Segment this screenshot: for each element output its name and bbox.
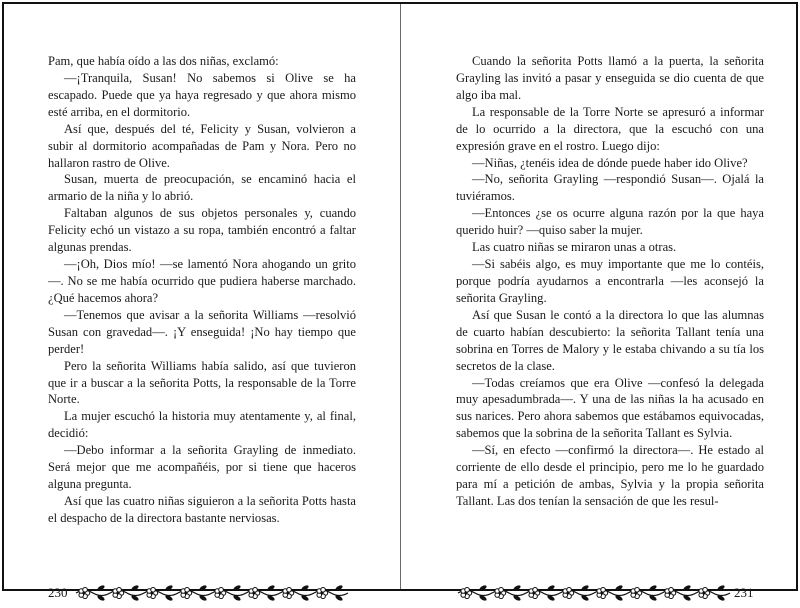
paragraph: —Todas creíamos que era Olive —confesó la delegada muy apesadumbrada—. Y una de las niñas la ha acusado en sus narices. Pero ahora sabemos que estábamos equivocadas, sabemos que la sobrina de la señorita Tallant es Sylvia. <box>456 375 764 441</box>
paragraph: Así que Susan le contó a la directora lo que las alumnas de cuarto habían descubierto: la señorita Tallant tenía una sobrina en Torres de Malory y le estaba chivando a su tía los secretos de la clase. <box>456 307 764 373</box>
paragraph: —Entonces ¿se os ocurre alguna razón por la que haya querido huir? —quiso saber la mujer. <box>456 206 764 238</box>
book-spread <box>2 2 798 600</box>
floral-vine-ornament-icon <box>456 582 728 604</box>
paragraph: —¡Tranquila, Susan! No sabemos si Olive se ha escapado. Puede que ya haya regresado y que ahora mismo esté arriba, en el dormitorio. <box>48 70 356 119</box>
right-folio <box>456 578 754 608</box>
page-number: 230 <box>48 585 68 600</box>
paragraph: —Tenemos que avisar a la señorita Williams —resolvió Susan con gravedad—. ¡Y enseguida! ¡No hay tiempo que perder! <box>48 307 356 356</box>
paragraph: La responsable de la Torre Norte se apresuró a informar de lo ocurrido a la directora, que la escuchó con una expresión grave en el rostro. Luego dijo: <box>456 104 764 153</box>
paragraph: —Niñas, ¿tenéis idea de dónde puede haber ido Olive? <box>472 155 748 170</box>
right-page-text <box>456 53 764 513</box>
paragraph: Susan, muerta de preocupación, se encaminó hacia el armario de la niña y lo abrió. <box>48 172 356 204</box>
paragraph: Las cuatro niñas se miraron unas a otras. <box>472 240 677 255</box>
paragraph: —Sí, en efecto —confirmó la directora—. He estado al corriente de ello desde el principio, pero me lo he guardado para mí a petición de ambas, Sylvia y la propia señorita Tallant. Las dos tenían la sensación de que les resul- <box>456 443 764 508</box>
paragraph: Faltaban algunos de sus objetos personales y, cuando Felicity echó un vistazo a su ropa, también encontró a faltar algunas prendas. <box>48 206 356 255</box>
floral-vine-ornament-icon <box>74 582 346 604</box>
paragraph: Así que, después del té, Felicity y Susan, volvieron a subir al dormitorio acompañadas de Pam y Nora. Pero no hallaron rastro de Olive. <box>48 121 356 170</box>
paragraph: Pam, que había oído a las dos niñas, exclamó: <box>48 54 279 68</box>
paragraph: Pero la señorita Williams había salido, así que tuvieron que ir a buscar a la señorita Potts, la responsable de la Torre Norte. <box>48 358 356 407</box>
left-folio <box>48 578 346 608</box>
left-page <box>48 53 356 600</box>
left-page-text <box>48 53 356 525</box>
paragraph: —No, señorita Grayling —respondió Susan—. Ojalá la tuviéramos. <box>456 172 764 204</box>
paragraph: —¡Oh, Dios mío! —se lamentó Nora ahogando un grito—. No se me había ocurrido que pudiera haberse marchado. ¿Qué hacemos ahora? <box>48 257 356 305</box>
paragraph: —Si sabéis algo, es muy importante que me lo contéis, porque podría ayudarnos a encontrarla —les aconsejó la señorita Grayling. <box>456 257 764 305</box>
paragraph: Así que las cuatro niñas siguieron a la señorita Potts hasta el despacho de la directora bastante nerviosas. <box>48 493 356 525</box>
paragraph: —Debo informar a la señorita Grayling de inmediato. Será mejor que me acompañéis, por si tiene que haceros alguna pregunta. <box>48 443 356 492</box>
paragraph: Cuando la señorita Potts llamó a la puerta, la señorita Grayling las invitó a pasar y enseguida se dio cuenta de que algo iba mal. <box>456 54 764 102</box>
page-number: 231 <box>734 585 754 600</box>
paragraph: La mujer escuchó la historia muy atentamente y, al final, decidió: <box>48 409 356 441</box>
right-page <box>456 53 764 600</box>
page-gutter <box>400 4 401 589</box>
